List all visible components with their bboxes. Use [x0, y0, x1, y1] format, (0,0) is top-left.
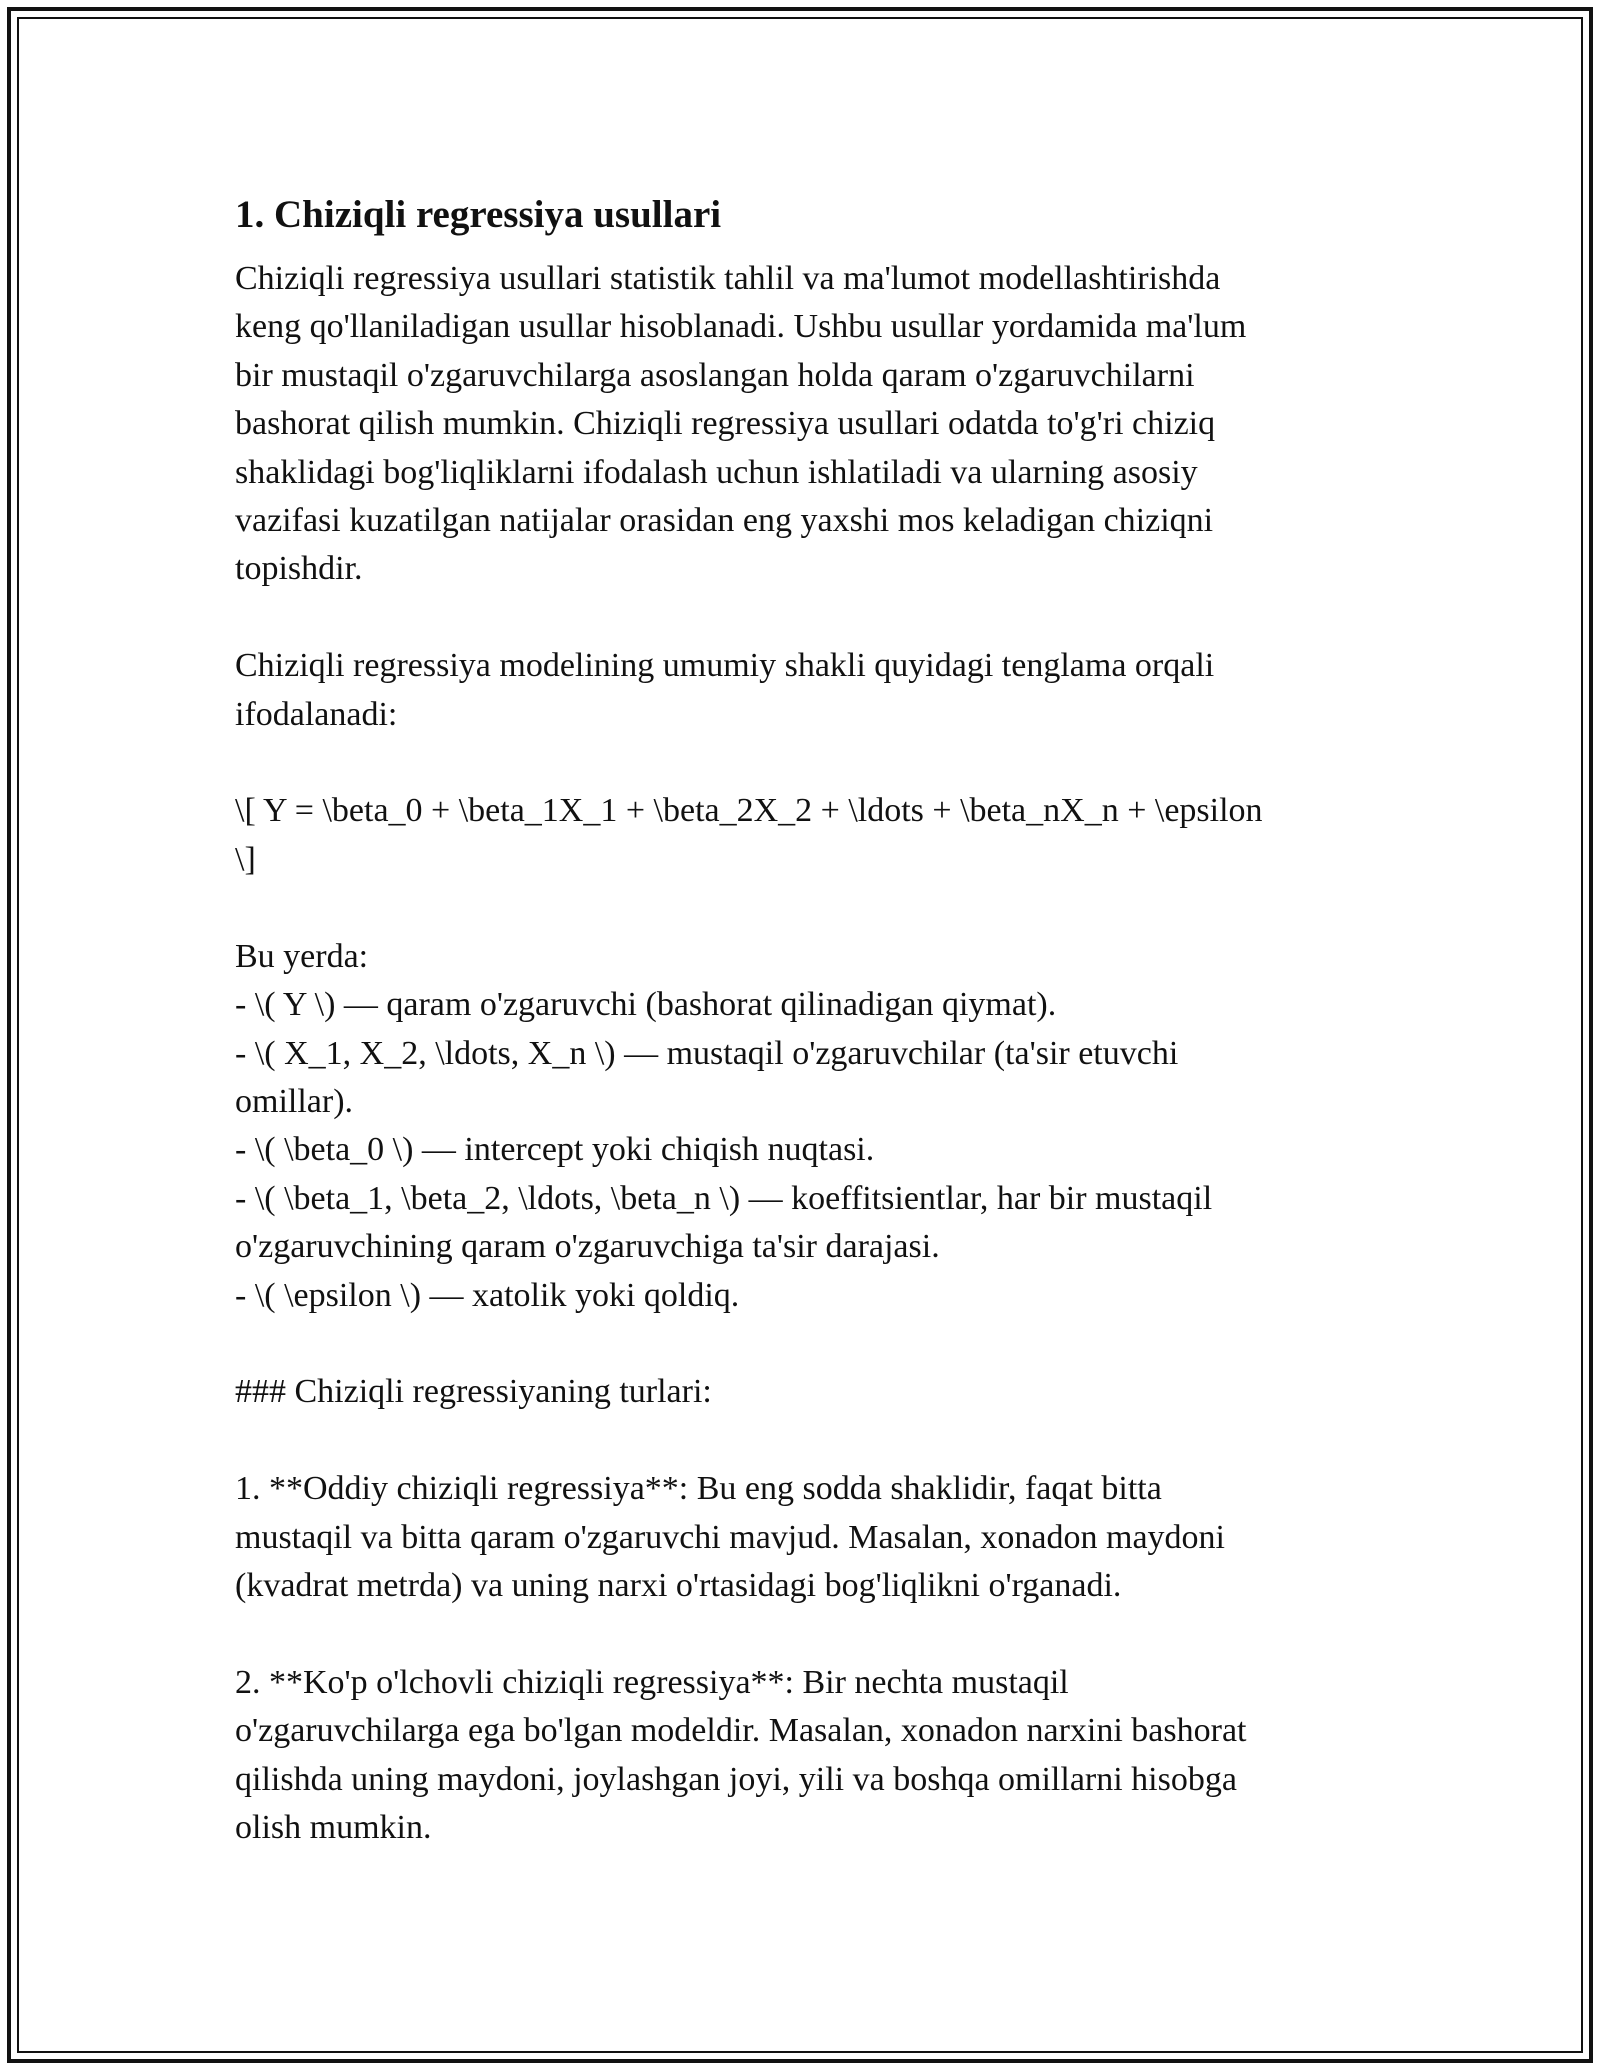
document-body: Chiziqli regressiya usullari statistik tahlil va ma'lumot modellashtirishda keng qo'llaniladigan usullar hisoblanadi. Ushbu usullar yordamida ma'lum bir mustaqil o'zgaruvchilarga asoslangan holda qaram o'zgaruvchilarni bashorat qilish mumkin. Chiziqli regressiya usullari odatda to'g'ri chiziq shaklidagi bog'liqliklarni ifodalash uchun ishlatiladi va ularning asosiy vazifasi kuzatilgan natijalar orasidan eng yaxshi mos keladigan chiziqni topishdir. Chiziqli regressiya modelining umumiy shakli quyidagi tenglama orqali ifodalanadi: \[ Y = \beta_0 + \beta_1X_1 + \beta_2X_2 + \ldots + \beta_nX_n + \epsilon \] Bu yerda: - \( Y \) — qaram o'zgaruvchi (bashorat qilinadigan qiymat). - \( X_1, X_2, \ldots, X_n \) — mustaqil o'zgaruvchilar (ta'sir etuvchi omillar). - \( \beta_0 \) — intercept yoki chiqish nuqtasi. - \( \beta_1, \beta_2, \ldots, \beta_n \) — koeffitsientlar, har bir mustaqil o'zgaruvchining qaram o'zgaruvchiga ta'sir darajasi. - \( \epsilon \) — xatolik yoki qoldiq. ### Chiziqli regressiyaning turlari: 1. **Oddiy chiziqli regressiya**: Bu eng sodda shaklidir, faqat bitta mustaqil va bitta qaram o'zgaruvchi mavjud. Masalan, xonadon maydoni (kvadrat metrda) va uning narxi o'rtasidagi bog'liqlikni o'rganadi. 2. **Ko'p o'lchovli chiziqli regressiya**: Bir nechta mustaqil o'zgaruvchilarga ega bo'lgan modeldir. Masalan, xonadon narxini bashorat qilishda uning maydoni, joylashgan joyi, yili va boshqa omillarni hisobga olish mumkin. [235, 260, 1263, 1846]
document-heading: 1. Chiziqli regressiya usullari [235, 193, 722, 236]
document-content [235, 185, 1355, 1852]
